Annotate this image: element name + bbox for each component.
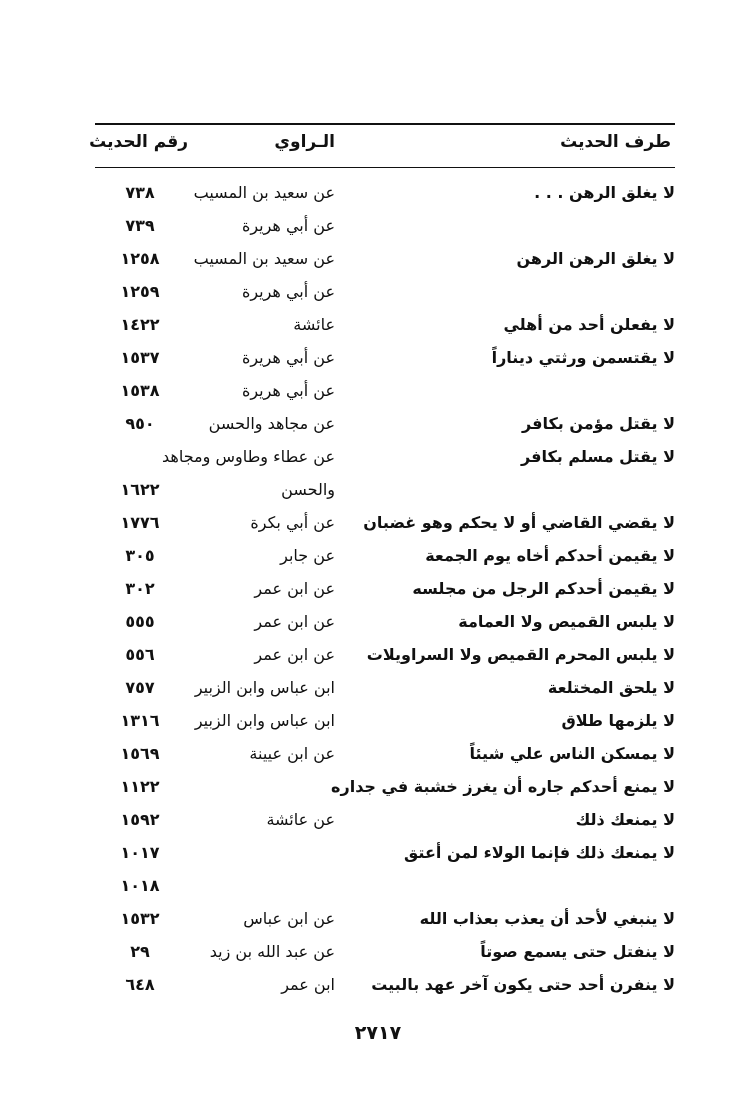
table-row <box>95 375 675 408</box>
table-row <box>95 837 675 870</box>
hadith-cell: لا يلبس المحرم القميص ولا السراويلات <box>366 645 675 664</box>
header-rule <box>95 167 675 168</box>
index-table <box>95 177 675 1002</box>
hadith-cell: لا يلحق المختلعة <box>547 678 675 697</box>
narrator-cell: عن أبي هريرة <box>241 381 335 400</box>
narrator-cell: عن جابر <box>280 546 335 565</box>
table-row <box>95 540 675 573</box>
narrator-cell: عن أبي بكرة <box>250 513 335 532</box>
narrator-cell: والحسن <box>281 480 335 499</box>
table-row <box>95 573 675 606</box>
table-row <box>95 210 675 243</box>
hadith-cell: لا يغلق الرهن . . . <box>534 183 675 202</box>
hadith-cell: لا ينبغي لأحد أن يعذب بعذاب الله <box>419 909 675 928</box>
hadith-cell: لا ينفتل حتى يسمع صوتاً <box>480 942 675 961</box>
number-cell: ١٥٣٢ <box>120 909 160 928</box>
number-cell: ١٧٧٦ <box>120 513 160 532</box>
table-row <box>95 903 675 936</box>
number-cell: ٢٩ <box>130 942 150 961</box>
number-cell: ٩٥٠ <box>125 414 155 433</box>
hadith-cell: لا يفعلن أحد من أهلي <box>503 315 675 334</box>
header-number: رقم الحديث <box>89 132 188 152</box>
table-row <box>95 870 675 903</box>
number-cell: ١٠١٨ <box>120 876 160 895</box>
hadith-cell: لا يقتل مسلم بكافر <box>521 447 675 466</box>
number-cell: ٣٠٢ <box>125 579 155 598</box>
hadith-cell: لا ينفرن أحد حتى يكون آخر عهد بالبيت <box>371 975 675 994</box>
hadith-cell: لا يقتل مؤمن بكافر <box>522 414 675 433</box>
number-cell: ٧٣٨ <box>125 183 155 202</box>
table-row <box>95 474 675 507</box>
narrator-cell: عن عطاء وطاوس ومجاهد <box>162 447 335 466</box>
table-row <box>95 606 675 639</box>
hadith-cell: لا يمنعك ذلك فإنما الولاء لمن أعتق <box>404 843 675 862</box>
narrator-cell: عن مجاهد والحسن <box>208 414 335 433</box>
number-cell: ١٥٣٨ <box>120 381 160 400</box>
hadith-cell: لا يغلق الرهن الرهن <box>516 249 675 268</box>
narrator-cell: عن أبي هريرة <box>241 282 335 301</box>
table-row <box>95 309 675 342</box>
table-row <box>95 639 675 672</box>
narrator-cell: عن ابن عمر <box>254 612 335 631</box>
number-cell: ١٠١٧ <box>120 843 160 862</box>
header-hadith: طرف الحديث <box>560 132 671 152</box>
hadith-cell: لا يقضي القاضي أو لا يحكم وهو غضبان <box>363 513 675 532</box>
top-rule <box>95 123 675 125</box>
narrator-cell: ابن عمر <box>281 975 335 994</box>
number-cell: ١٢٥٨ <box>120 249 160 268</box>
number-cell: ١٤٢٢ <box>120 315 160 334</box>
number-cell: ١٥٩٢ <box>120 810 160 829</box>
number-cell: ٧٥٧ <box>125 678 155 697</box>
narrator-cell: عن سعيد بن المسيب <box>193 183 335 202</box>
narrator-cell: عن سعيد بن المسيب <box>193 249 335 268</box>
table-row <box>95 507 675 540</box>
table-row <box>95 441 675 474</box>
narrator-cell: عن ابن عيينة <box>249 744 335 763</box>
hadith-cell: لا يلبس القميص ولا العمامة <box>458 612 675 631</box>
page-number: ٢٧١٧ <box>354 1022 402 1044</box>
narrator-cell: عن ابن عمر <box>254 645 335 664</box>
table-row <box>95 705 675 738</box>
hadith-cell: لا يمنع أحدكم جاره أن يغرز خشبة في جداره <box>331 777 675 796</box>
narrator-cell: عائشة <box>293 315 335 334</box>
table-row <box>95 408 675 441</box>
hadith-cell: لا يقتسمن ورثتي ديناراً <box>491 348 675 367</box>
number-cell: ١١٢٢ <box>120 777 160 796</box>
hadith-cell: لا يقيمن أحدكم أخاه يوم الجمعة <box>425 546 675 565</box>
table-row <box>95 672 675 705</box>
number-cell: ٥٥٦ <box>125 645 155 664</box>
narrator-cell: عن أبي هريرة <box>241 348 335 367</box>
hadith-cell: لا يلزمها طلاق <box>561 711 675 730</box>
hadith-cell: لا يمسكن الناس علي شيئاً <box>469 744 675 763</box>
table-row <box>95 804 675 837</box>
table-row <box>95 243 675 276</box>
narrator-cell: عن ابن عباس <box>243 909 335 928</box>
header-narrator: الـراوي <box>274 132 335 152</box>
narrator-cell: عن أبي هريرة <box>241 216 335 235</box>
table-row <box>95 276 675 309</box>
hadith-cell: لا يمنعك ذلك <box>575 810 675 829</box>
number-cell: ٥٥٥ <box>125 612 155 631</box>
table-row <box>95 342 675 375</box>
narrator-cell: عن عائشة <box>266 810 335 829</box>
number-cell: ١٥٣٧ <box>120 348 160 367</box>
table-row <box>95 177 675 210</box>
number-cell: ١٢٥٩ <box>120 282 160 301</box>
number-cell: ١٣١٦ <box>120 711 160 730</box>
narrator-cell: عن عبد الله بن زيد <box>209 942 335 961</box>
table-row <box>95 738 675 771</box>
number-cell: ٧٣٩ <box>125 216 155 235</box>
table-header <box>89 128 675 162</box>
number-cell: ٣٠٥ <box>125 546 155 565</box>
number-cell: ٦٤٨ <box>125 975 155 994</box>
hadith-cell: لا يقيمن أحدكم الرجل من مجلسه <box>412 579 675 598</box>
narrator-cell: ابن عباس وابن الزبير <box>194 711 335 730</box>
number-cell: ١٦٢٢ <box>120 480 160 499</box>
table-row <box>95 969 675 1002</box>
narrator-cell: ابن عباس وابن الزبير <box>194 678 335 697</box>
number-cell: ١٥٦٩ <box>120 744 160 763</box>
narrator-cell: عن ابن عمر <box>254 579 335 598</box>
table-row <box>95 936 675 969</box>
table-row <box>95 771 675 804</box>
